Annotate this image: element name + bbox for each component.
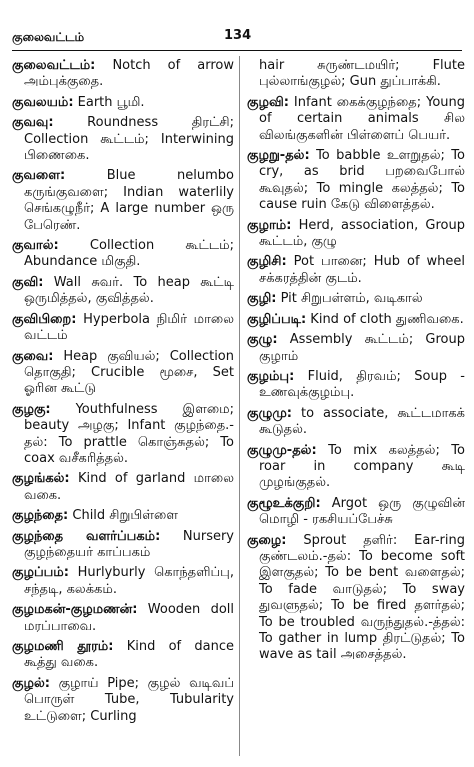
entry-headword: குலைவட்டம்: [12, 58, 96, 73]
entry-definition: Youthfulness இளமை; beauty அழகு; Infant குழந்தை.-தல்: To prattle கொஞ்சுதல்; To coax வசீகரித்தல். [24, 401, 234, 466]
entry-headword: குவால்: [12, 238, 59, 254]
dictionary-entry [247, 148, 465, 214]
entry-definition: Kind of garland மாலை வகை. [24, 471, 234, 503]
entry-headword: குவளை: [12, 168, 66, 184]
entry-definition: Herd, association, Group கூட்டம், குழு [259, 217, 465, 250]
running-head: குலைவட்டம் [12, 30, 85, 44]
dictionary-entry [247, 312, 465, 328]
page-number: 134 [224, 28, 252, 43]
entry-headword: குழுமு: [247, 405, 292, 421]
left-column [12, 58, 234, 729]
entry-definition: Assembly கூட்டம்; Group குழாம் [259, 332, 465, 364]
dictionary-entry [247, 254, 465, 287]
entry-definition: Kind of dance கூத்து வகை. [24, 639, 234, 671]
dictionary-entry [12, 639, 234, 672]
page-header [0, 0, 474, 56]
entry-definition: to associate, கூட்டமாகக் கூடுதல். [259, 405, 465, 438]
entry-definition: Notch of arrow அம்புக்குதை. [24, 58, 234, 90]
entry-definition: Hurlyburly கொந்தளிப்பு, சந்தடி, கலக்கம். [24, 565, 234, 597]
entry-headword: குழூஉக்குறி: [247, 495, 321, 511]
entry-headword: குழறு-தல்: [247, 148, 310, 164]
entry-definition: hair சுருண்டமயிர்; Flute புல்லாங்குழல்; Gun துப்பாக்கி. [259, 58, 465, 90]
dictionary-entry [12, 565, 234, 598]
entry-definition: Wall சுவர். To heap கூட்டி ஒருமித்தல், குவித்தல். [24, 274, 234, 307]
entry-headword: குழாம்: [247, 217, 292, 233]
right-column [247, 58, 465, 668]
entry-headword: குழமணி தூரம்: [12, 639, 114, 654]
entry-headword: குழப்பம்: [12, 565, 69, 581]
entry-definition: Infant கைக்குழந்தை; Young of certain animals சில விலங்குகளின் பிள்ளைப் பெயர். [259, 94, 465, 143]
entry-definition: Pot பானை; Hub of wheel சக்கரத்தின் குடம். [259, 254, 465, 286]
entry-definition: To mix கலத்தல்; To roar in company கூடி முழங்குதல். [259, 442, 465, 491]
dictionary-entry [12, 168, 234, 234]
entry-headword: குழமகன்-குழமணன்: [12, 602, 138, 618]
entry-definition: Pit சிறுபள்ளம், வடிகால் [276, 291, 423, 307]
entry-definition: Sprout தளிர்: Ear-ring குண்டலம்.-தல்: To become soft இளகுதல்; To be bent வளைதல்; To fade வாடுதல்; To sway துவளுதல்; To be fired தளர்தல்; To be troubled வருந்துதல்.-த்தல்: To gather in lump திரட்டுதல்; To wave as tail அசைத்தல். [259, 532, 465, 663]
entry-headword: குழவி: [247, 94, 289, 110]
entry-definition: Argot ஒரு குழுவின் மொழி - ரகசியப்பேச்சு [259, 495, 465, 528]
entry-headword: குழி: [247, 291, 277, 307]
dictionary-entry [12, 676, 234, 725]
dictionary-entry [247, 443, 465, 492]
dictionary-entry [12, 349, 234, 398]
dictionary-entry [12, 95, 234, 111]
dictionary-entry [12, 275, 234, 308]
dictionary-entry [247, 533, 465, 664]
entry-definition: குழாய் Pipe; குழல் வடிவப் பொருள் Tube, Tubularity உட்டுளை; Curling [24, 675, 234, 724]
entry-headword: குழை: [247, 532, 287, 548]
entry-headword: குழம்பு: [247, 368, 295, 384]
dictionary-entry [247, 291, 465, 307]
entry-definition: Heap குவியல்; Collection தொகுதி; Crucible மூசை, Set ஓரின கூட்டு [24, 348, 234, 397]
dictionary-entry [12, 602, 234, 635]
dictionary-entry [247, 218, 465, 251]
entry-definition: Fluid, திரவம்; Soup - உணவுக்குழம்பு. [259, 368, 465, 401]
dictionary-entry [12, 471, 234, 504]
entry-definition: Nursery குழந்தையர் காப்பகம் [24, 528, 234, 560]
column-divider [239, 56, 240, 756]
entry-headword: குழகு: [12, 401, 51, 417]
entry-definition: Wooden doll மரப்பாவை. [24, 602, 234, 634]
entry-headword: குவை: [12, 348, 54, 364]
entry-headword: குழல்: [12, 675, 50, 691]
entry-headword: குழு: [247, 332, 278, 348]
dictionary-entry [12, 508, 234, 524]
entry-definition: Hyperbola நிமிர் மாலை வட்டம் [24, 311, 234, 344]
dictionary-entry [12, 58, 234, 91]
dictionary-entry [247, 332, 465, 365]
entry-headword: குழந்தை: [12, 508, 69, 524]
dictionary-entry [247, 369, 465, 402]
dictionary-entry [247, 58, 465, 91]
entry-headword: குவி: [12, 274, 44, 290]
entry-headword: குழிப்படி: [247, 311, 307, 327]
entry-headword: குவிபிறை: [12, 311, 77, 327]
dictionary-entry [12, 312, 234, 345]
dictionary-entry [12, 529, 234, 562]
entry-definition: Roundness திரட்சி; Collection கூட்டம்; Interwining பிணைகை. [24, 115, 234, 164]
dictionary-entry [12, 402, 234, 468]
dictionary-entry [247, 406, 465, 439]
dictionary-entry [247, 95, 465, 144]
entry-definition: Collection கூட்டம்; Abundance மிகுதி. [24, 238, 234, 270]
entry-definition: Kind of cloth துணிவகை. [306, 311, 464, 327]
entry-headword: குவவு: [12, 115, 54, 131]
entry-headword: குழிசி: [247, 254, 287, 270]
entry-definition: Child சிறுபிள்ளை [68, 508, 178, 524]
entry-definition: To babble உளறுதல்; To cry, as brid பறவைபோல் கூவுதல்; To mingle கலத்தல்; To cause ruin கேடு விளைத்தல். [259, 148, 465, 213]
entry-definition: Blue nelumbo கருங்குவளை; Indian waterlily செங்கழுநீர்; A large number ஒரு பேரெண். [24, 168, 234, 233]
entry-definition: Earth பூமி. [73, 94, 145, 110]
dictionary-entry [247, 496, 465, 529]
entry-headword: குழந்தை வளர்ப்பகம்: [12, 528, 161, 544]
entry-headword: குவலயம்: [12, 94, 74, 110]
entry-headword: குழங்கல்: [12, 471, 70, 487]
entry-headword: குழுமு-தல்: [247, 442, 317, 458]
dictionary-entry [12, 238, 234, 271]
header-rule [12, 50, 462, 51]
dictionary-entry [12, 115, 234, 164]
